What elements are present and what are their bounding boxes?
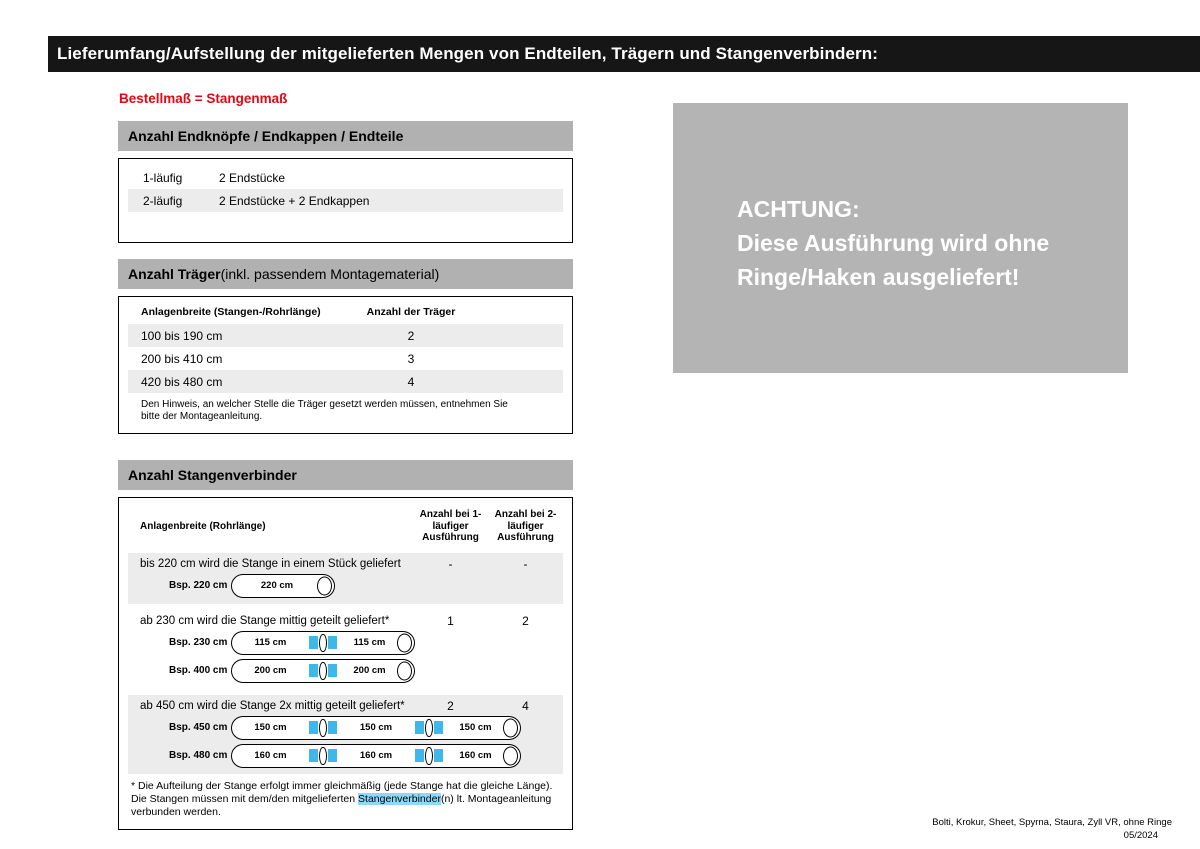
- example-row: [128, 572, 563, 600]
- rod-connector: [309, 716, 337, 740]
- count-2-laeufig: 2: [522, 613, 529, 628]
- rod-segment: [231, 659, 309, 683]
- rod-segment: [443, 744, 521, 768]
- header-bar: [48, 36, 1200, 72]
- connector-joint-curve: [319, 747, 327, 765]
- rod-segment-length: 160 cm: [359, 750, 393, 761]
- rod-segment: [231, 574, 335, 598]
- count-2-laeufig: -: [523, 556, 528, 571]
- rod-segment-length: 150 cm: [459, 722, 492, 733]
- row-value: 2 Endstücke: [219, 170, 286, 185]
- connector-sleeve-left: [309, 636, 318, 649]
- group-description: bis 220 cm wird die Stange in einem Stück geliefert: [140, 557, 401, 570]
- page-title: Lieferumfang/Aufstellung der mitgelieferten Mengen von Endteilen, Trägern und Stangenverbindern:: [57, 44, 878, 63]
- rod-segment-length: 150 cm: [359, 722, 393, 733]
- rod-segment-length: 200 cm: [353, 665, 386, 676]
- row-value: 2 Endstücke + 2 Endkappen: [219, 193, 370, 208]
- connector-sleeve-left: [309, 721, 318, 734]
- rod-segment-length: 160 cm: [459, 750, 492, 761]
- footer-date: 05/2024: [1123, 830, 1158, 841]
- column-header-1-laeufig: Anzahl bei 1-läufiger Ausführung: [419, 509, 482, 543]
- verbinder-group-220: [128, 553, 563, 604]
- section-header-endteile: [118, 121, 573, 151]
- rod-segment-length: 150 cm: [254, 722, 287, 733]
- order-measure-subtitle: Bestellmaß = Stangenmaß: [119, 91, 288, 106]
- rod-segment: [231, 744, 309, 768]
- count-1-laeufig: 2: [447, 698, 454, 713]
- table-row: [128, 370, 563, 393]
- table-row: [128, 166, 563, 189]
- count-cell: 2: [407, 328, 415, 343]
- rod-segment: [231, 716, 309, 740]
- rod-diagram-450: [231, 716, 521, 740]
- example-label: Bsp. 220 cm: [169, 580, 228, 591]
- count-cell: 4: [407, 374, 415, 389]
- page-footer: [932, 817, 1172, 842]
- section-header-traeger: [118, 259, 573, 289]
- connector-joint-curve: [425, 747, 433, 765]
- group-description-row: [128, 553, 563, 572]
- connector-joint-curve: [319, 634, 327, 652]
- montage-note: Den Hinweis, an welcher Stelle die Träger gesetzt werden müssen, entnehmen Sie bitte der Montageanleitung.: [141, 399, 508, 422]
- connector-sleeve-left: [309, 749, 318, 762]
- rod-segment-length: 220 cm: [260, 580, 294, 591]
- connector-sleeve-right: [328, 636, 337, 649]
- connector-sleeve-right: [328, 721, 337, 734]
- section-title-traeger: Anzahl Träger: [128, 266, 221, 282]
- content-column: [118, 121, 573, 830]
- rod-segment: [337, 716, 415, 740]
- column-header-rohrlaenge: Anlagenbreite (Rohrlänge): [140, 520, 266, 532]
- connector-sleeve-right: [328, 664, 337, 677]
- connector-sleeve-right: [328, 749, 337, 762]
- footnote-text-pre: * Die Aufteilung der Stange erfolgt immer gleichmäßig (jede Stange hat die gleiche Länge). Die Stangen müssen mit dem/den mitgelieferten: [131, 779, 553, 805]
- rod-connector: [309, 631, 337, 655]
- rod-segment-length: 115 cm: [254, 637, 287, 648]
- range-cell: 200 bis 410 cm: [141, 351, 223, 366]
- table-traeger: [118, 296, 573, 434]
- section-title-stangenverbinder: Anzahl Stangenverbinder: [128, 467, 297, 483]
- table-header-row: [128, 504, 563, 553]
- group-description-row: [128, 695, 563, 714]
- rod-diagram-400: [231, 659, 415, 683]
- rod-diagram-480: [231, 744, 521, 768]
- row-label: 2-läufig: [143, 193, 183, 208]
- rod-segment-length: 115 cm: [353, 637, 386, 648]
- footnote: [128, 780, 563, 819]
- example-label: Bsp. 450 cm: [169, 722, 228, 733]
- footer-product-list: Bolti, Krokur, Sheet, Spyrna, Staura, Zyll VR, ohne Ringe: [932, 817, 1172, 828]
- rod-connector: [415, 716, 443, 740]
- connector-sleeve-left: [415, 721, 424, 734]
- column-header-anlagenbreite: Anlagenbreite (Stangen-/Rohrlänge): [141, 306, 321, 318]
- count-1-laeufig: -: [448, 556, 453, 571]
- table-header-row: [128, 303, 563, 324]
- rod-endcap: [503, 746, 518, 765]
- connector-sleeve-right: [434, 721, 443, 734]
- verbinder-group-230: [128, 610, 563, 689]
- table-row: [128, 324, 563, 347]
- rod-endcap: [397, 633, 412, 652]
- table-row: [128, 347, 563, 370]
- group-description-row: [128, 610, 563, 629]
- example-label: Bsp. 230 cm: [169, 637, 228, 648]
- rod-diagram-230: [231, 631, 415, 655]
- footnote-text-post: (n) lt. Montageanleitung verbunden werden.: [131, 792, 552, 818]
- notice-line-3: Ringe/Haken ausgeliefert!: [737, 264, 1020, 290]
- rod-endcap: [317, 576, 332, 595]
- column-header-anzahl-traeger: Anzahl der Träger: [366, 306, 456, 318]
- range-cell: 100 bis 190 cm: [141, 328, 223, 343]
- rod-segment-length: 200 cm: [254, 665, 287, 676]
- verbinder-group-450: [128, 695, 563, 774]
- example-row: [128, 714, 563, 742]
- rod-connector: [309, 744, 337, 768]
- table-row: [128, 189, 563, 212]
- rod-segment: [231, 631, 309, 655]
- column-header-2-laeufig: Anzahl bei 2-läufiger Ausführung: [494, 509, 557, 543]
- rod-segment: [443, 716, 521, 740]
- rod-segment-length: 160 cm: [254, 750, 287, 761]
- rod-diagram-220: [231, 574, 335, 598]
- rod-endcap: [397, 661, 412, 680]
- range-cell: 420 bis 480 cm: [141, 374, 223, 389]
- group-description: ab 230 cm wird die Stange mittig geteilt geliefert*: [140, 614, 390, 627]
- rod-connector: [415, 744, 443, 768]
- rod-connector: [309, 659, 337, 683]
- row-label: 1-läufig: [143, 170, 183, 185]
- rod-segment: [337, 744, 415, 768]
- notice-line-2: Diese Ausführung wird ohne: [737, 230, 1050, 256]
- example-label: Bsp. 400 cm: [169, 665, 228, 676]
- connector-joint-curve: [319, 719, 327, 737]
- rod-segment: [337, 631, 415, 655]
- count-cell: 3: [407, 351, 415, 366]
- example-row: [128, 742, 563, 770]
- connector-joint-curve: [319, 662, 327, 680]
- notice-line-1: ACHTUNG:: [737, 196, 860, 222]
- rod-endcap: [503, 718, 518, 737]
- table-endteile: [118, 158, 573, 243]
- section-title-traeger-suffix: (inkl. passendem Montagematerial): [220, 266, 440, 282]
- connector-sleeve-left: [309, 664, 318, 677]
- count-1-laeufig: 1: [447, 613, 454, 628]
- example-label: Bsp. 480 cm: [169, 750, 228, 761]
- example-row: [128, 657, 563, 685]
- stangenverbinder-highlight-link[interactable]: Stangenverbinder: [358, 792, 441, 805]
- table-stangenverbinder: [118, 497, 573, 830]
- connector-joint-curve: [425, 719, 433, 737]
- attention-notice-box: [673, 103, 1128, 373]
- connector-sleeve-right: [434, 749, 443, 762]
- example-row: [128, 629, 563, 657]
- group-description: ab 450 cm wird die Stange 2x mittig geteilt geliefert*: [140, 699, 405, 712]
- section-title-endteile: Anzahl Endknöpfe / Endkappen / Endteile: [128, 128, 404, 144]
- section-header-stangenverbinder: [118, 460, 573, 490]
- count-2-laeufig: 4: [522, 698, 529, 713]
- connector-sleeve-left: [415, 749, 424, 762]
- rod-segment: [337, 659, 415, 683]
